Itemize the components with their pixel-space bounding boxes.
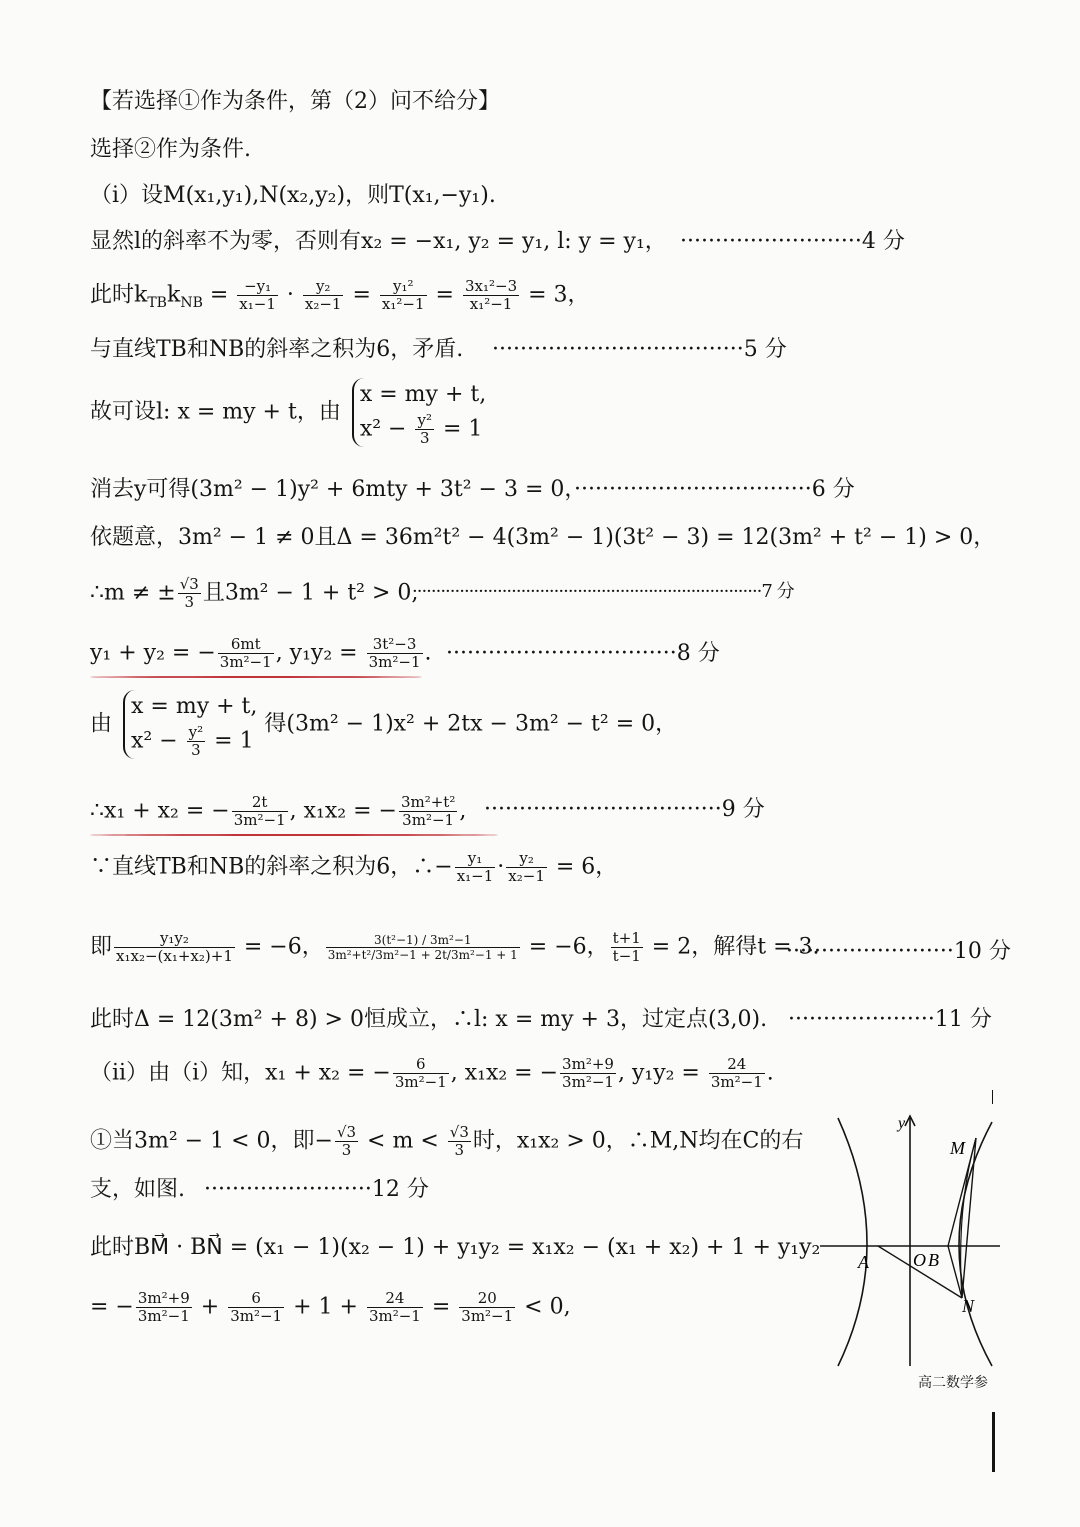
hyperbola-figure <box>816 1108 1002 1370</box>
fraction: $\frac{\text{3m²+t²}}{\text{3m²−1}}$ <box>400 793 456 829</box>
fraction: $\frac{6mt}{\text{3m²−1}}$ <box>219 635 272 671</box>
hyperbola-left-branch <box>838 1118 867 1366</box>
fraction: $\frac{2t}{\text{3m²−1}}$ <box>233 793 286 829</box>
score-9: ··································9 分 <box>484 797 765 822</box>
red-underline <box>90 676 422 678</box>
red-underline <box>90 834 498 836</box>
score-5: ····································5 分 <box>492 337 787 362</box>
equation-system: x = my + t, x² − $\frac{\text{y²}}{3}$ = 1 <box>352 378 486 447</box>
score-7: ··········································································7 分 <box>412 581 794 602</box>
label-B: B <box>928 1250 939 1270</box>
score-8: ·································8 分 <box>446 641 720 666</box>
slope-product-condition: ∵直线TB和NB的斜率之积为6，∴− $\frac{\text{y₁}}{\text{x₁−1}}$ · $\frac{\text{y₂}}{\text{x₂−1}}$ = 6， <box>90 849 618 885</box>
label-M: M <box>950 1138 965 1158</box>
slope-product-calc: 此时$k_{TB}k_{NB}$ = $\frac{\text{−y₁}}{\text{x₁−1}}$ · $\frac{\text{y₂}}{\text{x₂−1}}$ = $\frac{\text{y₁²}}{\text{x₁²−1}}$ = $\frac{\text{3x₁²−3}}{\text{x₁²−1}}$ = 3， <box>90 277 590 313</box>
dot-product-line: 此时BM⃗ · BN⃗ = (x₁ − 1)(x₂ − 1) + y₁y₂ = x₁x₂ − (x₁ + x₂) + 1 + y₁y₂ <box>90 1235 821 1260</box>
as-figure-line: 支，如图. <box>90 1177 185 1202</box>
case-1-line: ①当3m² − 1 < 0，即− $\frac{√3}{3}$ < m < $\frac{√3}{3}$ 时，x₁x₂ > 0，∴M,N均在C的右 <box>90 1123 804 1159</box>
footer-label: 高二数学参 <box>918 1375 988 1391</box>
line-MN <box>962 1138 976 1298</box>
fraction: $\frac{\text{3x₁²−3}}{\text{x₁²−1}}$ <box>464 277 518 313</box>
score-12: ························12 分 <box>204 1177 429 1202</box>
equation-system: x = my + t, x² − $\frac{\text{y²}}{3}$ = 1 <box>123 690 257 759</box>
fraction: $\frac{\text{y₁²}}{\text{x₁²−1}}$ <box>381 277 425 313</box>
vieta-x-line: ∴x₁ + x₂ = − $\frac{2t}{\text{3m²−1}}$ , x₁x₂ = − $\frac{\text{3m²+t²}}{\text{3m²−1}}$ , <box>90 793 467 829</box>
fraction: $\frac{\text{3m²+9}}{\text{3m²−1}}$ <box>137 1289 190 1325</box>
score-4: ··························4 分 <box>680 229 905 254</box>
fraction: $\frac{t+1}{t-1}$ <box>612 929 641 965</box>
discriminant-line: 依题意，3m² − 1 ≠ 0且Δ = 36m²t² − 4(3m² − 1)(3t² − 3) = 12(3m² + t² − 1) > 0， <box>90 525 996 550</box>
label-A: A <box>858 1252 869 1272</box>
fraction: $\frac{6}{\text{3m²−1}}$ <box>230 1289 283 1325</box>
eliminate-y-system: 由 x = my + t, x² − $\frac{\text{y²}}{3}$ = 1 得(3m² − 1)x² + 2tx − 3m² − t² = 0， <box>90 690 677 759</box>
fraction: $\frac{√3}{3}$ <box>179 575 199 611</box>
label-O: O <box>913 1250 926 1270</box>
hyperbola-right-branch <box>959 1122 992 1366</box>
label-N: N <box>962 1296 975 1316</box>
vieta-y-line: y₁ + y₂ = − $\frac{6mt}{\text{3m²−1}}$ , y₁y₂ = $\frac{\text{3t²−3}}{\text{3m²−1}}$ . <box>90 635 432 671</box>
solve-t-line: 即 $\frac{\text{y₁y₂}}{\text{x₁x₂−(x₁+x₂)+1}}$ = −6， $\frac{\text{3(t²−1) / 3m²−1}}{\text{3m²+t²/3m²−1 + 2t/3m²−1 + 1}}$ = −6， $\frac{t+1}{t-1}$ = 2，解得t = 3. <box>90 929 820 965</box>
part-i-setup: （i）设M(x₁,y₁),N(x₂,y₂)，则T(x₁,−y₁). <box>90 183 496 208</box>
fraction: $\frac{√3}{3}$ <box>449 1123 469 1159</box>
fraction: $\frac{\text{3(t²−1) / 3m²−1}}{\text{3m²+t²/3m²−1 + 2t/3m²−1 + 1}}$ <box>327 933 518 962</box>
fraction: $\frac{20}{\text{3m²−1}}$ <box>461 1289 514 1325</box>
fraction: $\frac{\text{y₁}}{\text{x₁−1}}$ <box>456 849 494 885</box>
label-y: y <box>898 1115 906 1132</box>
fraction: $\frac{24}{\text{3m²−1}}$ <box>368 1289 421 1325</box>
slope-nonzero-line: 显然l的斜率不为零，否则有x₂ = −x₁, y₂ = y₁, l: y = y₁， <box>90 229 667 254</box>
m-condition-line: ∴m ≠ ± $\frac{√3}{3}$ 且3m² − 1 + t² > 0, <box>90 575 419 611</box>
fixed-point-line: 此时Δ = 12(3m² + 8) > 0恒成立，∴l: x = my + 3，过定点(3,0). <box>90 1007 768 1032</box>
score-6: ··································6 分 <box>574 477 855 502</box>
fraction: $\frac{6}{\text{3m²−1}}$ <box>394 1055 447 1091</box>
fraction: $\frac{24}{\text{3m²−1}}$ <box>710 1055 763 1091</box>
margin-mark <box>992 1412 995 1472</box>
fraction: $\frac{\text{3t²−3}}{\text{3m²−1}}$ <box>368 635 421 671</box>
score-10: ························10 分 <box>786 939 1011 964</box>
choose-condition-2: 选择②作为条件. <box>90 137 251 162</box>
dot-product-result: = − $\frac{\text{3m²+9}}{\text{3m²−1}}$ + $\frac{6}{\text{3m²−1}}$ + 1 + $\frac{24}{\text{3m²−1}}$ = $\frac{20}{\text{3m²−1}}$ < 0, <box>90 1289 571 1325</box>
contradiction-line: 与直线TB和NB的斜率之积为6，矛盾. <box>90 337 464 362</box>
fraction: $\frac{√3}{3}$ <box>336 1123 357 1159</box>
fraction: $\frac{\text{3m²+9}}{\text{3m²−1}}$ <box>562 1055 614 1091</box>
eliminate-x-line: 消去y可得(3m² − 1)y² + 6mty + 3t² − 3 = 0， <box>90 477 587 502</box>
part-ii-vieta: （ii）由（i）知，x₁ + x₂ = − $\frac{6}{\text{3m²−1}}$ , x₁x₂ = − $\frac{\text{3m²+9}}{\text{3m²−1}}$ , y₁y₂ = $\frac{24}{\text{3m²−1}}$ . <box>90 1055 774 1091</box>
condition-note: 【若选择①作为条件，第（2）问不给分】 <box>90 89 500 114</box>
fraction: $\frac{\text{−y₁}}{\text{x₁−1}}$ <box>239 277 276 313</box>
fraction: $\frac{\text{y₂}}{\text{x₂−1}}$ <box>304 277 342 313</box>
score-11: ·····················11 分 <box>788 1007 992 1032</box>
line-setup-system: 故可设l: x = my + t，由 x = my + t, x² − $\frac{\text{y²}}{3}$ = 1 <box>90 378 486 447</box>
fraction: $\frac{\text{y₁y₂}}{\text{x₁x₂−(x₁+x₂)+1}}$ <box>116 929 233 965</box>
margin-mark <box>992 1090 993 1104</box>
fraction: $\frac{\text{y₂}}{\text{x₂−1}}$ <box>508 849 545 885</box>
